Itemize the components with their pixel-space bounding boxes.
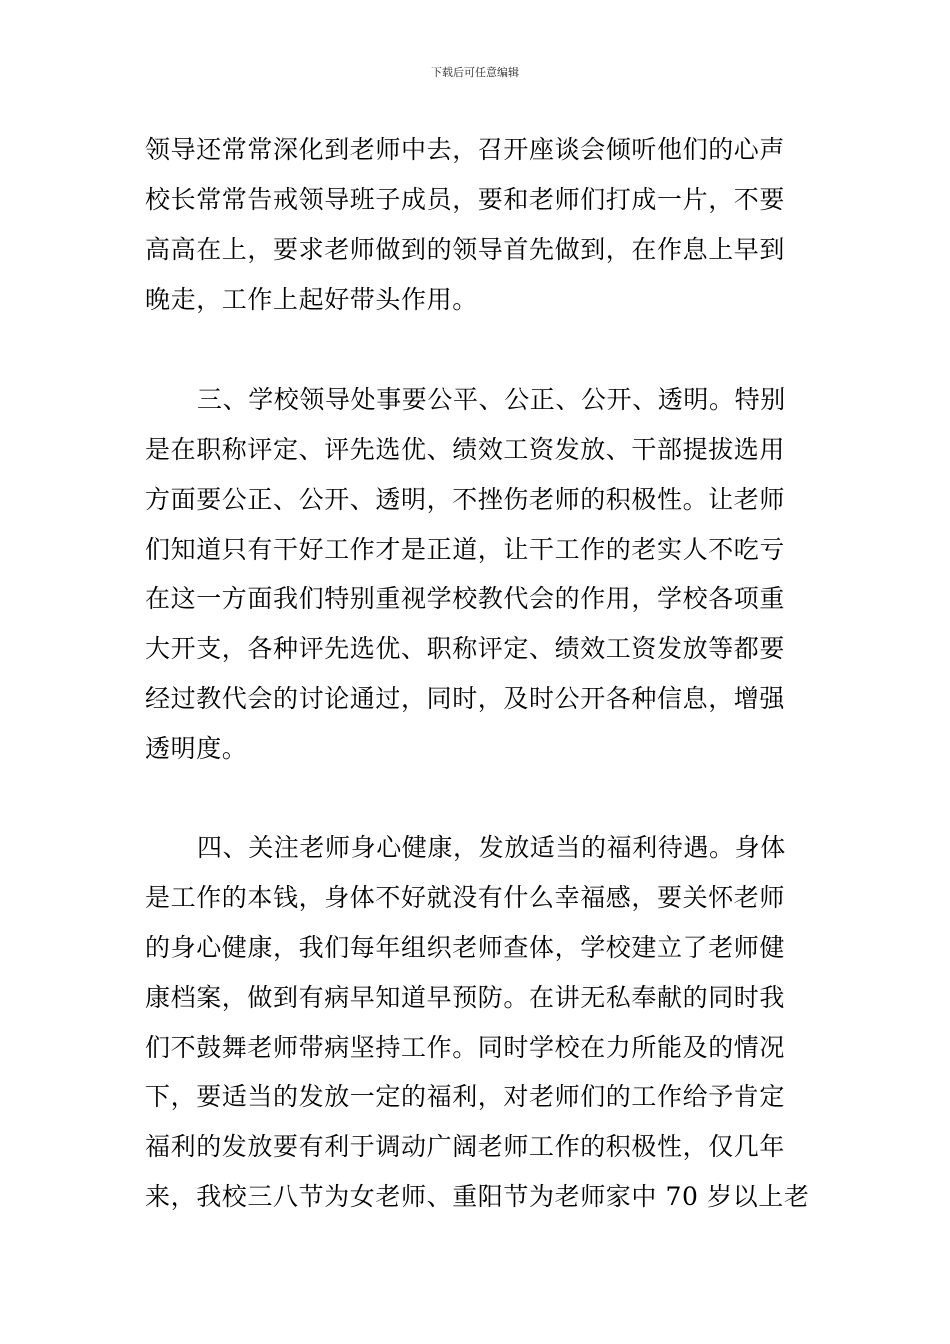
page-header: 下载后可任意编辑 (431, 66, 519, 79)
text-line: 来，我校三八节为女老师、重阳节为老师家中 70 岁以上老 (145, 1182, 810, 1211)
text-line: 下，要适当的发放一定的福利，对老师们的工作给予肯定 (145, 1082, 786, 1111)
text-line: 高高在上，要求老师做到的领导首先做到，在作息上早到 (145, 235, 786, 264)
text-line: 校长常常告戒领导班子成员，要和老师们打成一片，不要 (145, 185, 786, 214)
text-line: 们知道只有干好工作才是正道，让干工作的老实人不吃亏 (145, 535, 786, 564)
text-line: 的身心健康，我们每年组织老师查体，学校建立了老师健 (145, 933, 786, 962)
text-line: 领导还常常深化到老师中去，召开座谈会倾听他们的心声 (145, 135, 786, 164)
text-line: 透明度。 (145, 734, 248, 763)
text-line: 方面要公正、公开、透明，不挫伤老师的积极性。让老师 (145, 485, 786, 514)
text-line: 经过教代会的讨论通过，同时，及时公开各种信息，增强 (145, 684, 786, 713)
text-line: 们不鼓舞老师带病坚持工作。同时学校在力所能及的情况 (145, 1033, 786, 1062)
text-line: 在这一方面我们特别重视学校教代会的作用，学校各项重 (145, 584, 786, 613)
text-line: 三、学校领导处事要公平、公正、公开、透明。特别 (197, 385, 786, 414)
text-line: 大开支，各种评先选优、职称评定、绩效工资发放等都要 (145, 634, 786, 663)
text-line: 是在职称评定、评先选优、绩效工资发放、干部提拔选用 (145, 435, 786, 464)
text-line: 福利的发放要有利于调动广阔老师工作的积极性，仅几年 (145, 1132, 786, 1161)
text-line: 康档案，做到有病早知道早预防。在讲无私奉献的同时我 (145, 983, 786, 1012)
text-line: 是工作的本钱，身体不好就没有什么幸福感，要关怀老师 (145, 883, 786, 912)
text-line: 四、关注老师身心健康，发放适当的福利待遇。身体 (197, 833, 786, 862)
text-line: 晚走，工作上起好带头作用。 (145, 285, 478, 314)
